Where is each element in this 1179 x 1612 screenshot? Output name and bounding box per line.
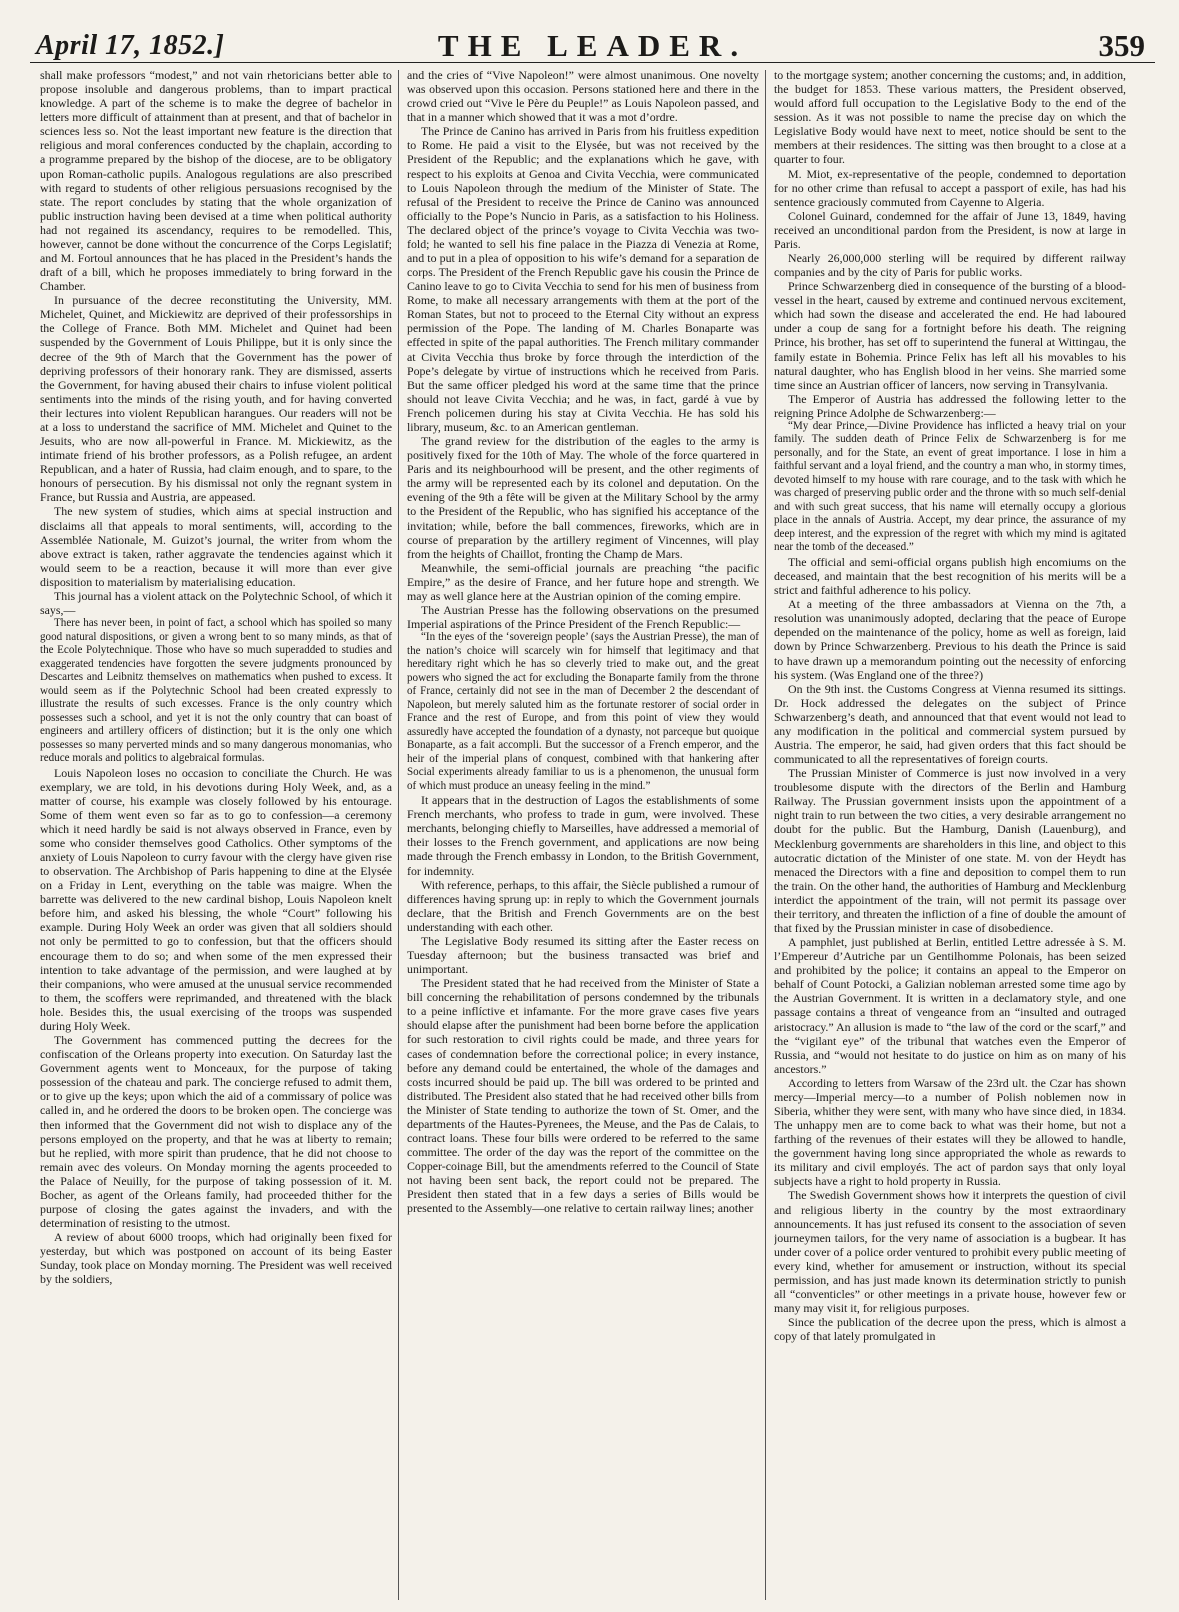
issue-date: April 17, 1852.] xyxy=(36,30,225,61)
header-rule xyxy=(30,62,1155,63)
article-paragraph: The grand review for the distribution of the eagles to the army is positively fixed for the 10th of May. The whole of the force quartered in Paris and its neighbourhood will be present, and the other regiments of the army will be represented each by its colonel and deputation. On the evening of the 9th a fête will be given at the Military School by the army to the President of the Republic, who has signified his acceptance of the invitation; while, before the ball commences, fireworks, which are in course of preparation by the artillery regiment of Vincennes, will play from the heights of Chaillot, fronting the Champ de Mars. xyxy=(407,434,759,561)
article-paragraph: The Swedish Government shows how it interprets the question of civil and religious liberty in the country by the most extraordinary announcements. It has just refused its consent to the association of seven journeymen tailors, for the very name of association is a bugbear. It has under cover of a police order ventured to prohibit every public meeting of every kind, whether for amusement or instruction, without its special permission, and has just made known its determination strictly to punish all “conventicles” or other meetings in a private house, however few or many may visit it, for religious purposes. xyxy=(774,1188,1126,1316)
article-paragraph: to the mortgage system; another concerning the customs; and, in addition, the budget for 1853. These various matters, the President observed, would afford full occupation to the Legislative Body to the end of the session. As it was not possible to name the precise day on which the Legislative Body would have next to meet, notice should be sent to the members at their residences. The sitting was then brought to a close at a quarter to four. xyxy=(774,68,1126,167)
column-divider xyxy=(765,70,766,1600)
page-number: 359 xyxy=(1098,28,1145,63)
newspaper-title: THE LEADER. xyxy=(437,28,748,63)
article-paragraph: Colonel Guinard, condemned for the affair of June 13, 1849, having received an unconditional pardon from the President, is now at large in Paris. xyxy=(774,208,1126,251)
article-paragraph: The Emperor of Austria has addressed the following letter to the reigning Prince Adolphe de Schwarzenberg:— xyxy=(774,391,1126,420)
article-paragraph: In pursuance of the decree reconstituting the University, MM. Michelet, Quinet, and Mickiewitz are deprived of their professorships in the College of France. Both MM. Michelet and Quinet had been suspended by the Government of Louis Philippe, but it is only since the decree of the 9th of March that the Government has the power of depriving professors of their honorary rank. They are dismissed, asserts the Government, for having abused their chairs to infuse violent political sentiments into the minds of the rising youth, and for having converted their lectures into violent Republican harangues. Our readers will not be at a loss to understand the sacrifice of MM. Michelet and Quinet to the Jesuits, who are now all-powerful in France. M. Mickiewitz, as the intimate friend of his brother professors, as a Polish refugee, an ardent Republican, and a hater of Russia, had claim enough, and to spare, to the honours of persecution. By his dismissal not only the regnant system in France, but Russia and Austria, are appeased. xyxy=(40,293,392,505)
article-paragraph: It appears that in the destruction of Lagos the establishments of some French merchants, who profess to trade in gum, were involved. These merchants, belonging chiefly to Marseilles, have addressed a memorial of their losses to the French government, and applications are now being made through the French embassy in London, to the British Government, for indemnity. xyxy=(407,793,759,878)
article-paragraph: Prince Schwarzenberg died in consequence of the bursting of a blood-vessel in the heart, caused by extreme and continued nervous excitement, which had sown the disease and accelerated the end. He had laboured under a coup de sang for a fortnight before his death. The reigning Prince, his brother, has set off to superintend the funeral at Wittingau, the family estate in Bohemia. Prince Felix has left all his movables to his natural daughter, who has English blood in her veins. She married some time since an Austrian officer of lancers, now serving in Transylvania. xyxy=(774,279,1126,392)
masthead xyxy=(30,18,1155,66)
article-paragraph: Nearly 26,000,000 sterling will be required by different railway companies and by the city of Paris for public works. xyxy=(774,251,1126,280)
article-paragraph: M. Miot, ex-representative of the people, condemned to deportation for no other crime than refusal to accept a passport of exile, has had his sentence graciously commuted from Cayenne to Algeria. xyxy=(774,166,1126,209)
article-paragraph: The Prussian Minister of Commerce is just now involved in a very troublesome dispute with the directors of the Berlin and Hamburg Railway. The Prussian government insists upon the appointment of a night train to run between the two cities, a very desirable arrangement no doubt for the public. But the Hamburg, Danish (Lauenburg), and Mecklenburg governments are shareholders in this line, and object to this autocratic dictation of the Minister of one state. M. von der Heydt has menaced the Directors with a fine and deposition to compel them to run the train. On the other hand, the authorities of Hamburg and Mecklenburg interdict the appointment of the train, will not permit its passage over their territory, and threaten the infliction of a fine of double the amount of that fixed by the Prussian minister in case of disobedience. xyxy=(774,766,1126,935)
article-paragraph: The Austrian Presse has the following observations on the presumed Imperial aspirations of the Prince President of the French Republic:— xyxy=(407,602,759,632)
column-3 xyxy=(774,68,1126,1598)
article-paragraph: On the 9th inst. the Customs Congress at Vienna resumed its sittings. Dr. Hock addressed the delegates on the subject of Prince Schwarzenberg’s death, and announced that that event would not lead to any modification in the political and commercial system pursued by Austria. The emperor, he said, had given orders that this fact should be communicated to all the representatives of foreign courts. xyxy=(774,681,1126,767)
article-paragraph: “In the eyes of the ‘sovereign people’ (says the Austrian Presse), the man of the nation’s choice will scarcely win for himself that legitimacy and that hereditary right which he has so cleverly tried to make out, and the great powers who signed the act for excluding the Bonaparte family from the throne of France, certainly did not see in the man of December 2 the descendant of Napoleon, but merely saluted him as the fortunate restorer of social order in France and the rest of Europe, and from this point of view they would assuredly have accepted the foundation of a dynasty, not parceque but quoique Bonaparte, as a fait accompli. But the successor of a French emperor, and the heir of the imperial plans of conquest, combined with that hankering after Social experiments already familiar to us is a phenomenon, the unusual form of which must produce an uneasy feeling in the mind.” xyxy=(407,631,759,792)
article-paragraph: Since the publication of the decree upon the press, which is almost a copy of that lately promulgated in xyxy=(774,1315,1126,1344)
article-paragraph: The President stated that he had received from the Minister of State a bill concerning the rehabilitation of persons condemned by the tribunals to a peine inflíctive et infamante. For the more grave cases five years should elapse after the punishment had been borne before the application for such restoration to civil rights could be made, and three years for cases of condemnation before the correctional police; in every instance, before any demand could be entertained, the whole of the damages and costs incurred should be paid up. The bill was ordered to be printed and distributed. The President also stated that he had received other bills from the Minister of State tending to authorize the town of St. Omer, and the departments of the Hautes-Pyrenees, the Meuse, and the Pas de Calais, to contract loans. These four bills were ordered to be referred to the same committee. The order of the day was the report of the committee on the Copper-coinage Bill, but the amendments referred to the Council of State not having been sent back, the report could not be prepared. The President then stated that in a few days a series of Bills would be presented to the Assembly—one relative to certain railway lines; another xyxy=(407,976,759,1216)
article-paragraph: At a meeting of the three ambassadors at Vienna on the 7th, a resolution was unanimously adopted, declaring that the peace of Europe depended on the maintenance of the policy, home as well as foreign, laid down by Prince Schwarzenberg. Previous to his death the Prince is said to have drawn up a memorandum pointing out the necessity of enforcing his system. (Was England one of the three?) xyxy=(774,597,1126,682)
article-paragraph: Louis Napoleon loses no occasion to conciliate the Church. He was exemplary, we are told, in his devotions during Holy Week, and, as a matter of course, his example was closely followed by his entourage. Some of them went even so far as to go to confession—a ceremony which it need hardly be said is not always observed in France, even by some who consider themselves good Catholics. Other symptoms of the anxiety of Louis Napoleon to curry favour with the clergy have given rise to observation. The Archbishop of Paris happening to dine at the Elysée on a Friday in Lent, everything on the table was maigre. When the barrette was delivered to the new cardinal bishop, Louis Napoleon knelt before him, and asked his blessing, the whole “Court” following his example. During Holy Week an order was given that all soldiers should not only be permitted to go to confession, but that the officers should encourage them to do so; and when some of the men expressed their intention to take advantage of the permission, and were laughed at by their companions, who were amused at the unusual service recommended to them, the scoffers were reprimanded, and threatened with the black hole. Besides this, the usual exercising of the troops was suspended during Holy Week. xyxy=(40,765,392,1033)
article-paragraph: shall make professors “modest,” and not vain rhetoricians better able to propose insoluble and dangerous problems, than to impart practical knowledge. A part of the scheme is to make the degree of bachelor in letters more difficult of attainment than at present, and that of bachelor in sciences less so. Not the least important new feature is the direction that religious and moral conferences conducted by the chaplain, according to a programme prepared by the bishop of the diocese, are to be obligatory upon Roman-catholic pupils. Analogous regulations are also prescribed with regard to students of other religious persuasions recognised by the state. The report concludes by stating that the whole organization of public instruction having been devised at a time when political authority had not regained its ascendancy, requires to be remodelled. This, however, cannot be done without the concurrence of the Corps Legislatif; and M. Fortoul announces that he has placed in the President’s hands the draft of a bill, which he proposes immediately to bring forward in the Chamber. xyxy=(40,68,392,294)
article-paragraph: There has never been, in point of fact, a school which has spoiled so many good natural dispositions, or given a wrong bent to so many minds, as that of the Ecole Polytechnique. Those who have so much superadded to studies and exaggerated tendencies have forgotten the severe judgments pronounced by Descartes and Leibnitz themselves on mathematics when pushed to excess. It would seem as if the Polytechnic School had been created expressly to illustrate the results of such excesses. France is the only country which possesses such a school, and yet it is not the only country that can boast of engineers and artillery officers of distinction; but it is the only one which possesses so many perverted minds and so many dangerous monomanias, who reduce morals and politics to algebraical formulas. xyxy=(40,617,392,765)
article-paragraph: The new system of studies, which aims at special instruction and disclaims all that appeals to moral sentiments, will, according to the Assemblée Nationale, M. Guizot’s journal, the writer from whom the above extract is taken, rather aggravate the tendencies against which it would seem to be a reaction, because it will more than ever give disposition to materialism by materialising education. xyxy=(40,504,392,589)
column-2 xyxy=(407,68,759,1598)
column-1 xyxy=(40,68,392,1598)
article-paragraph: A review of about 6000 troops, which had originally been fixed for yesterday, but which was postponed on account of its being Easter Sunday, took place on Monday morning. The President was well received by the soldiers, xyxy=(40,1230,392,1287)
article-paragraph: With reference, perhaps, to this affair, the Siècle published a rumour of differences having sprung up: in reply to which the Government journals declare, that the British and French Governments are on the best understanding with each other. xyxy=(407,877,759,934)
column-divider xyxy=(398,70,399,1600)
article-paragraph: According to letters from Warsaw of the 23rd ult. the Czar has shown mercy—Imperial mercy—to a number of Polish noblemen now in Siberia, whither they were sent, with many who have since died, in 1834. The unhappy men are to come back to what was their home, but not a farthing of the revenues of their estates will they be allowed to handle, the government having long since appropriated the whole as rewards to its military and civil employés. The act of pardon says that only loyal subjects have a right to hold property in Russia. xyxy=(774,1075,1126,1189)
article-paragraph: The Legislative Body resumed its sitting after the Easter recess on Tuesday afternoon; but the business transacted was brief and unimportant. xyxy=(407,933,759,977)
article-paragraph: The official and semi-official organs publish high encomiums on the deceased, and maintain that the best recognition of his merits will be a strict and faithful adherence to his policy. xyxy=(774,554,1126,598)
article-paragraph: and the cries of “Vive Napoleon!” were almost unanimous. One novelty was observed upon this occasion. Persons stationed here and there in the crowd cried out “Vive le Père du Peuple!” as Louis Napoleon passed, and that in a manner which showed that it was a mot d’ordre. xyxy=(407,68,759,125)
article-paragraph: The Prince de Canino has arrived in Paris from his fruitless expedition to Rome. He paid a visit to the Elysée, but was not received by the President of the Republic; and the explanations which he gave, with respect to his exploits at Genoa and Civita Vecchia, were communicated to Louis Napoleon through the medium of the Minister of State. The refusal of the President to receive the Prince de Canino was announced officially to the Pope’s Nuncio in Paris, as a satisfaction to his Holiness. The declared object of the prince’s voyage to Civita Vecchia was two-fold; he wanted to sell his fine palace in the Piazza di Venezia at Rome, and to put in a plea of opposition to his wife’s demand for a separation de corps. The President of the French Republic gave his cousin the Prince de Canino leave to go to Civita Vecchia to send for his men of business from Rome, to make all necessary arrangements with them at the port of the Roman States, but not to proceed to the Eternal City without an express permission of the Pope. The landing of M. Charles Bonaparte was effected in spite of the papal authorities. The French military commander at Civita Vecchia thus broke by force through the interdiction of the Pope’s delegate by virtue of instructions which he received from Paris. But the same officer pledged his word at the same time that the prince should not leave Civita Vecchia; and he was, in fact, gardé à vue by French policemen during his stay at Civita Vecchia. He has sold his library, museum, &c. to an American gentleman. xyxy=(407,124,759,434)
article-paragraph: This journal has a violent attack on the Polytechnic School, of which it says,— xyxy=(40,588,392,617)
article-paragraph: The Government has commenced putting the decrees for the confiscation of the Orleans property into execution. On Saturday last the Government agents went to Monceaux, for the purpose of taking possession of the chateau and park. The concierge refused to admit them, or to give up the keys; upon which the aid of a commissary of police was called in, and he ordered the doors to be broken open. The concierge was then informed that the Government did not wish to displace any of the persons employed on the property, and that he was at liberty to remain; but he replied, with more spirit than prudence, that he did not choose to remain avec des voleurs. On Monday morning the agents proceeded to the Palace of Neuilly, for the purpose of taking possession of it. M. Bocher, as agent of the Orleans family, had proceeded thither for the purpose of closing the gates against the invaders, and with the determination of resisting to the utmost. xyxy=(40,1033,392,1231)
article-paragraph: “My dear Prince,—Divine Providence has inflicted a heavy trial on your family. The sudden death of Prince Felix de Schwarzenberg is for me personally, and for the State, an event of great importance. I lose in him a faithful servant and a loyal friend, and the country a man who, in stormy times, devoted himself to my house with rare courage, and to the task with which he was charged of preserving public order and the throne with so much self-denial and with such great success, that his name will eternally occupy a glorious place in the annals of Austria. Accept, my dear prince, the assurance of my deep interest, and the expression of the regret with which my mind is agitated near the tomb of the deceased.” xyxy=(774,419,1126,554)
article-paragraph: A pamphlet, just published at Berlin, entitled Lettre adressée à S. M. l’Empereur d’Autriche par un Gentilhomme Polonais, has been seized and prohibited by the police; it contains an appeal to the Emperor on behalf of Count Potocki, a Galizian nobleman arrested some time ago by the Austrian Government. It is written in a declamatory style, and one passage contains a threat of vengeance from an “insulted and outraged aristocracy.” An allusion is made to “the law of the cord or the scarf,” and the “vigilant eye” of the tribunal that watches even the Emperor of Russia, and “would not hesitate to do justice on him as on many of his ancestors.” xyxy=(774,935,1126,1076)
article-paragraph: Meanwhile, the semi-official journals are preaching “the pacific Empire,” as the desire of France, and her future hope and strength. We may as well glance here at the Austrian opinion of the coming empire. xyxy=(407,560,759,603)
